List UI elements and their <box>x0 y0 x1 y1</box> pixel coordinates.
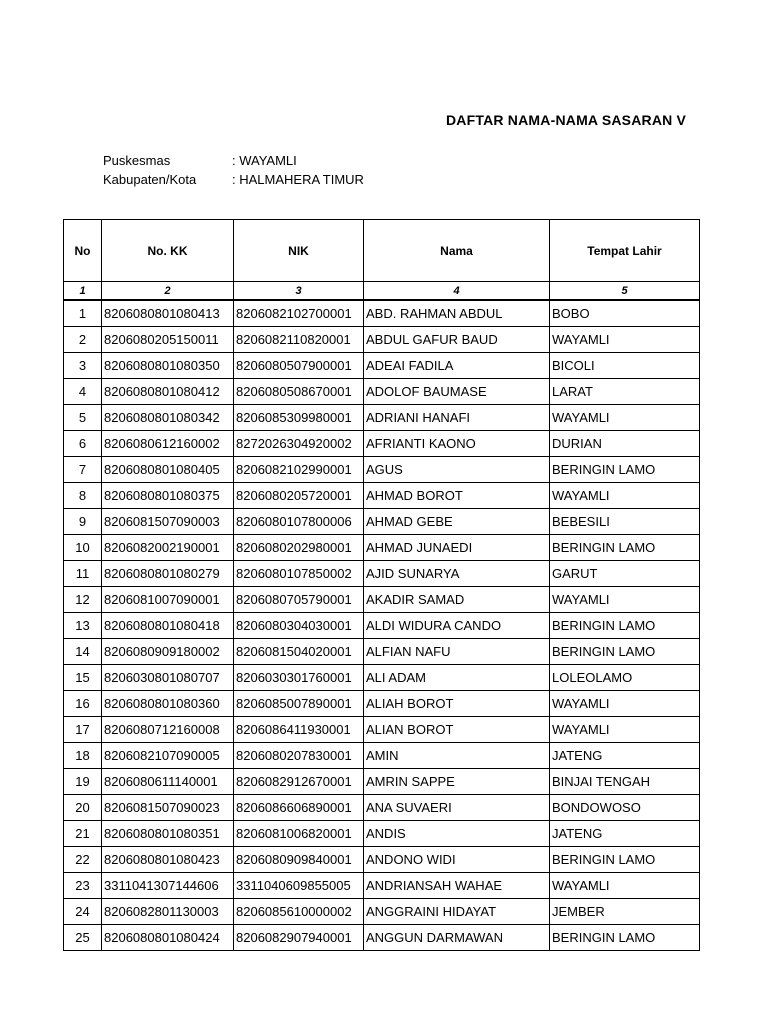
cell-nik: 8206081006820001 <box>234 821 364 847</box>
cell-nik: 8272026304920002 <box>234 431 364 457</box>
cell-no-kk: 8206081507090023 <box>102 795 234 821</box>
cell-no-kk: 8206081007090001 <box>102 587 234 613</box>
index-cell: 4 <box>364 282 550 301</box>
cell-tempat-lahir: BONDOWOSO <box>550 795 700 821</box>
table-row <box>64 561 700 587</box>
table-row <box>64 873 700 899</box>
cell-nama: ABDUL GAFUR BAUD <box>364 327 550 353</box>
cell-no-kk: 8206080801080412 <box>102 379 234 405</box>
cell-no-kk: 8206080801080360 <box>102 691 234 717</box>
info-kabupaten <box>103 172 364 187</box>
table-row <box>64 899 700 925</box>
cell-nik: 8206080304030001 <box>234 613 364 639</box>
cell-tempat-lahir: WAYAMLI <box>550 873 700 899</box>
cell-nik: 8206080202980001 <box>234 535 364 561</box>
cell-no: 19 <box>64 769 102 795</box>
cell-no: 5 <box>64 405 102 431</box>
cell-tempat-lahir: BERINGIN LAMO <box>550 535 700 561</box>
table-row <box>64 847 700 873</box>
table-row <box>64 509 700 535</box>
cell-nik: 8206082102990001 <box>234 457 364 483</box>
cell-no: 25 <box>64 925 102 951</box>
cell-no-kk: 8206082002190001 <box>102 535 234 561</box>
cell-nik: 3311040609855005 <box>234 873 364 899</box>
cell-no: 2 <box>64 327 102 353</box>
cell-no: 13 <box>64 613 102 639</box>
cell-tempat-lahir: LARAT <box>550 379 700 405</box>
cell-no-kk: 8206080801080423 <box>102 847 234 873</box>
cell-nik: 8206080107850002 <box>234 561 364 587</box>
cell-no: 4 <box>64 379 102 405</box>
table-row <box>64 795 700 821</box>
cell-no-kk: 8206080801080424 <box>102 925 234 951</box>
table-row <box>64 613 700 639</box>
cell-tempat-lahir: JATENG <box>550 743 700 769</box>
table-row <box>64 665 700 691</box>
cell-nama: AHMAD BOROT <box>364 483 550 509</box>
cell-no: 3 <box>64 353 102 379</box>
cell-no: 22 <box>64 847 102 873</box>
header-row <box>64 220 700 282</box>
cell-no: 11 <box>64 561 102 587</box>
cell-no: 16 <box>64 691 102 717</box>
cell-tempat-lahir: JEMBER <box>550 899 700 925</box>
cell-tempat-lahir: WAYAMLI <box>550 587 700 613</box>
cell-no-kk: 8206081507090003 <box>102 509 234 535</box>
table-row <box>64 379 700 405</box>
cell-nama: ADOLOF BAUMASE <box>364 379 550 405</box>
cell-tempat-lahir: WAYAMLI <box>550 691 700 717</box>
cell-nama: ADRIANI HANAFI <box>364 405 550 431</box>
cell-nama: ALDI WIDURA CANDO <box>364 613 550 639</box>
info-label: Kabupaten/Kota <box>103 172 197 187</box>
cell-no: 7 <box>64 457 102 483</box>
info-label: Puskesmas <box>103 153 171 168</box>
cell-tempat-lahir: GARUT <box>550 561 700 587</box>
cell-nama: AMRIN SAPPE <box>364 769 550 795</box>
cell-no-kk: 8206080612160002 <box>102 431 234 457</box>
table-row <box>64 769 700 795</box>
cell-nik: 8206082110820001 <box>234 327 364 353</box>
cell-tempat-lahir: WAYAMLI <box>550 405 700 431</box>
cell-no-kk: 8206080801080350 <box>102 353 234 379</box>
table-row <box>64 353 700 379</box>
cell-tempat-lahir: BEBESILI <box>550 509 700 535</box>
cell-nik: 8206082102700001 <box>234 300 364 327</box>
table-row <box>64 587 700 613</box>
cell-no-kk: 8206080801080418 <box>102 613 234 639</box>
cell-nama: ALI ADAM <box>364 665 550 691</box>
index-cell: 3 <box>234 282 364 301</box>
index-cell: 2 <box>102 282 234 301</box>
cell-nama: AJID SUNARYA <box>364 561 550 587</box>
cell-tempat-lahir: BOBO <box>550 300 700 327</box>
cell-tempat-lahir: WAYAMLI <box>550 327 700 353</box>
cell-tempat-lahir: BERINGIN LAMO <box>550 847 700 873</box>
table-row <box>64 535 700 561</box>
cell-tempat-lahir: WAYAMLI <box>550 717 700 743</box>
cell-tempat-lahir: DURIAN <box>550 431 700 457</box>
cell-nik: 8206085309980001 <box>234 405 364 431</box>
cell-no-kk: 8206080801080351 <box>102 821 234 847</box>
cell-nik: 8206080205720001 <box>234 483 364 509</box>
cell-no-kk: 8206080611140001 <box>102 769 234 795</box>
cell-nama: AKADIR SAMAD <box>364 587 550 613</box>
info-value: : WAYAMLI <box>232 153 297 168</box>
cell-nik: 8206080508670001 <box>234 379 364 405</box>
cell-tempat-lahir: JATENG <box>550 821 700 847</box>
table-row <box>64 717 700 743</box>
page-title: DAFTAR NAMA-NAMA SASARAN V <box>446 112 687 128</box>
cell-no: 21 <box>64 821 102 847</box>
header-nik: NIK <box>234 220 364 282</box>
cell-no: 18 <box>64 743 102 769</box>
info-value: : HALMAHERA TIMUR <box>232 172 364 187</box>
cell-no-kk: 8206080909180002 <box>102 639 234 665</box>
cell-nama: ABD. RAHMAN ABDUL <box>364 300 550 327</box>
cell-no: 23 <box>64 873 102 899</box>
cell-no-kk: 8206030801080707 <box>102 665 234 691</box>
cell-nama: ANDIS <box>364 821 550 847</box>
cell-no: 24 <box>64 899 102 925</box>
table-row <box>64 405 700 431</box>
cell-nik: 8206082907940001 <box>234 925 364 951</box>
cell-no: 20 <box>64 795 102 821</box>
cell-nik: 8206085007890001 <box>234 691 364 717</box>
cell-no: 12 <box>64 587 102 613</box>
cell-nama: ADEAI FADILA <box>364 353 550 379</box>
table-row <box>64 300 700 327</box>
cell-tempat-lahir: LOLEOLAMO <box>550 665 700 691</box>
cell-nik: 8206080705790001 <box>234 587 364 613</box>
cell-nik: 8206082912670001 <box>234 769 364 795</box>
table-row <box>64 925 700 951</box>
cell-no: 10 <box>64 535 102 561</box>
table-row <box>64 821 700 847</box>
table-row <box>64 457 700 483</box>
cell-nama: AHMAD JUNAEDI <box>364 535 550 561</box>
cell-no-kk: 8206082801130003 <box>102 899 234 925</box>
cell-nik: 8206030301760001 <box>234 665 364 691</box>
cell-tempat-lahir: BERINGIN LAMO <box>550 457 700 483</box>
cell-no: 6 <box>64 431 102 457</box>
cell-no-kk: 8206080205150011 <box>102 327 234 353</box>
cell-nama: ALIAN BOROT <box>364 717 550 743</box>
index-cell: 5 <box>550 282 700 301</box>
cell-no: 8 <box>64 483 102 509</box>
index-row <box>64 282 700 301</box>
cell-nama: ANA SUVAERI <box>364 795 550 821</box>
cell-nama: AMIN <box>364 743 550 769</box>
cell-tempat-lahir: WAYAMLI <box>550 483 700 509</box>
table-row <box>64 483 700 509</box>
cell-nama: ANDRIANSAH WAHAE <box>364 873 550 899</box>
cell-nama: AGUS <box>364 457 550 483</box>
cell-no-kk: 8206080801080279 <box>102 561 234 587</box>
cell-nama: ANGGRAINI HIDAYAT <box>364 899 550 925</box>
table-row <box>64 743 700 769</box>
cell-tempat-lahir: BINJAI TENGAH <box>550 769 700 795</box>
cell-no: 14 <box>64 639 102 665</box>
cell-nik: 8206086606890001 <box>234 795 364 821</box>
cell-no-kk: 8206080801080413 <box>102 300 234 327</box>
cell-no-kk: 8206082107090005 <box>102 743 234 769</box>
cell-no: 15 <box>64 665 102 691</box>
index-cell: 1 <box>64 282 102 301</box>
cell-no-kk: 8206080801080342 <box>102 405 234 431</box>
info-puskesmas <box>103 153 297 168</box>
cell-tempat-lahir: BERINGIN LAMO <box>550 639 700 665</box>
cell-no-kk: 8206080712160008 <box>102 717 234 743</box>
cell-nik: 8206085610000002 <box>234 899 364 925</box>
cell-nama: ANGGUN DARMAWAN <box>364 925 550 951</box>
cell-nik: 8206080507900001 <box>234 353 364 379</box>
cell-tempat-lahir: BERINGIN LAMO <box>550 613 700 639</box>
data-table <box>63 219 700 951</box>
table-row <box>64 691 700 717</box>
cell-nama: ANDONO WIDI <box>364 847 550 873</box>
table-row <box>64 327 700 353</box>
cell-nik: 8206081504020001 <box>234 639 364 665</box>
cell-nik: 8206080909840001 <box>234 847 364 873</box>
cell-nik: 8206080207830001 <box>234 743 364 769</box>
header-nama: Nama <box>364 220 550 282</box>
table-row <box>64 639 700 665</box>
cell-nama: AFRIANTI KAONO <box>364 431 550 457</box>
cell-nik: 8206086411930001 <box>234 717 364 743</box>
cell-no-kk: 8206080801080375 <box>102 483 234 509</box>
cell-tempat-lahir: BERINGIN LAMO <box>550 925 700 951</box>
cell-nik: 8206080107800006 <box>234 509 364 535</box>
cell-nama: ALFIAN NAFU <box>364 639 550 665</box>
header-no: No <box>64 220 102 282</box>
cell-no-kk: 3311041307144606 <box>102 873 234 899</box>
cell-nama: ALIAH BOROT <box>364 691 550 717</box>
cell-no: 9 <box>64 509 102 535</box>
table-body <box>64 300 700 951</box>
cell-no: 17 <box>64 717 102 743</box>
table-row <box>64 431 700 457</box>
header-tempat-lahir: Tempat Lahir <box>550 220 700 282</box>
cell-no-kk: 8206080801080405 <box>102 457 234 483</box>
cell-nama: AHMAD GEBE <box>364 509 550 535</box>
header-no-kk: No. KK <box>102 220 234 282</box>
cell-tempat-lahir: BICOLI <box>550 353 700 379</box>
cell-no: 1 <box>64 300 102 327</box>
